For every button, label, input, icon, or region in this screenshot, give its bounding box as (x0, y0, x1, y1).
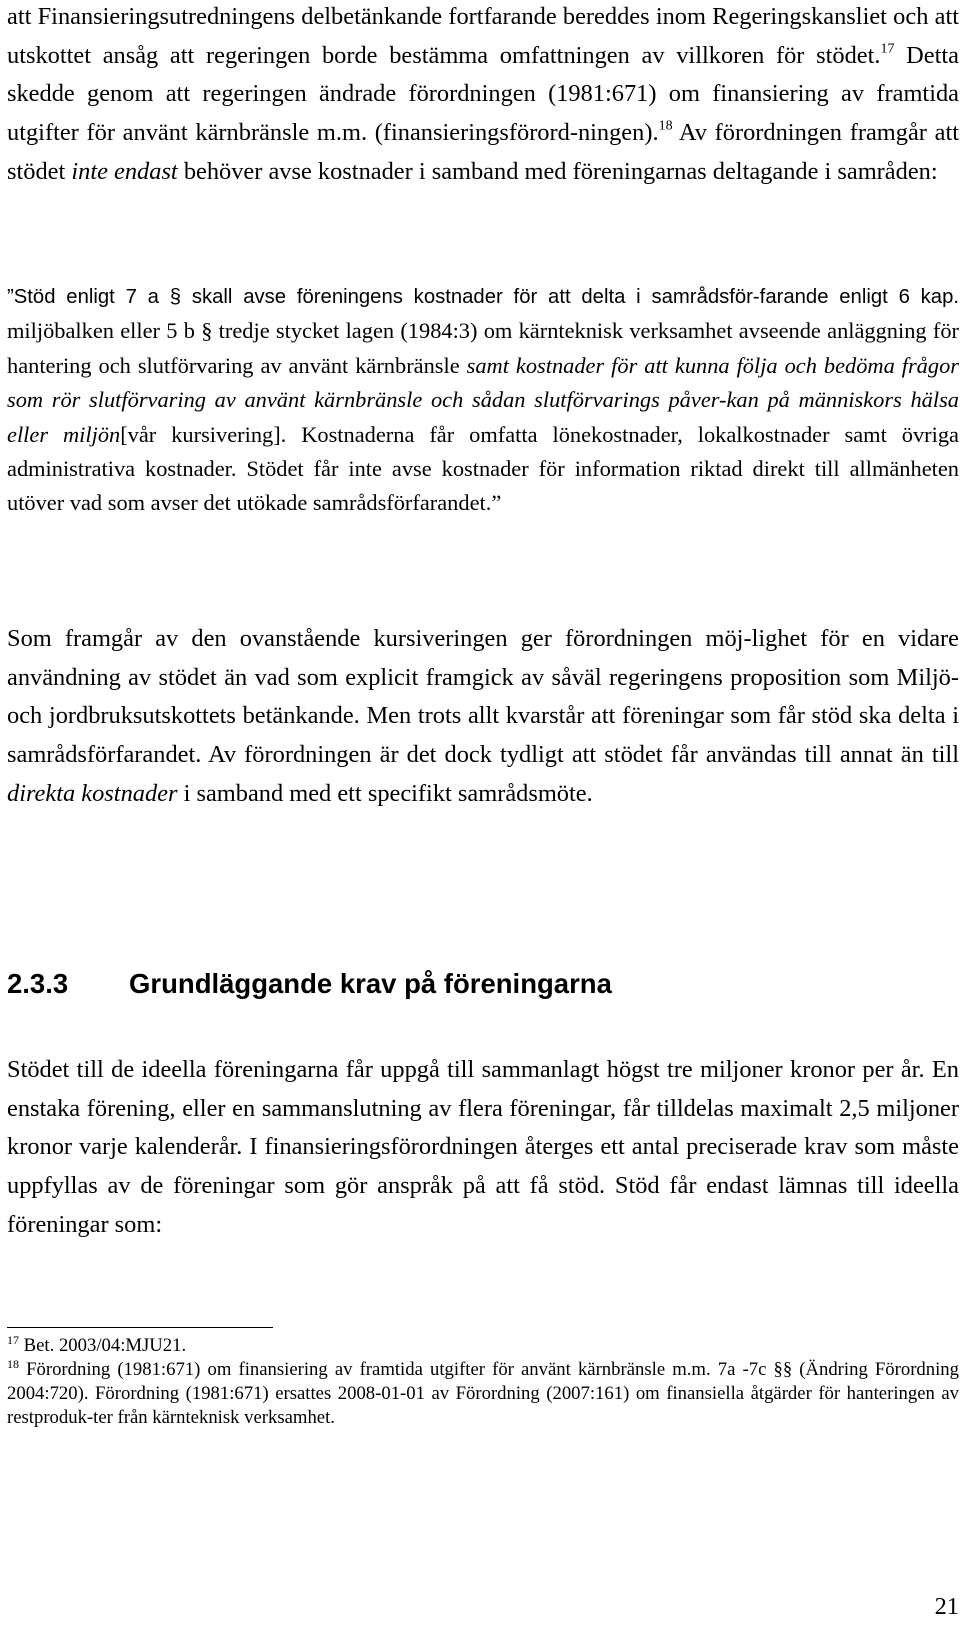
paragraph-intro-text-4: behöver avse kostnader i samband med föreningarnas deltagande i samråden: (177, 157, 938, 185)
quote-text-2: miljöbalken eller 5 b § tredje stycket lagen (1984:3) om kärnteknisk verksamhet avseende anläggning för hantering och slutförvaring av använt kärnbränsle (7, 318, 959, 378)
document-page (7, 0, 959, 1629)
paragraph-analysis-text-2: i samband med ett specifikt samrådsmöte. (177, 779, 593, 807)
footnote-text: Förordning (1981:671) om finansiering av framtida utgifter för använt kärnbränsle m.m. 7a -7c §§ (Ändring Förordning 2004:720). Förordning (1981:671) ersattes 2008-01-01 av Förordning (2007:161) om finansiella åtgärder för hanteringen av restproduk-ter från kärnteknisk verksamhet. (7, 1359, 959, 1428)
paragraph-analysis (7, 620, 959, 814)
quote-italic-emphasis: samt kostnader för att kunna följa och bedöma frågor som rör slutförvaring av använt kärnbränsle och sådan slutförvarings påver-kan på människors hälsa eller miljön (7, 352, 959, 447)
paragraph-analysis-text-1: Som framgår av den ovanstående kursiveringen ger förordningen möj-lighet för en vidare användning av stödet än vad som explicit framgick av såväl regeringens proposition som Miljö- och jordbruksutskottets betänkande. Men trots allt kvarstår att föreningar som får stöd ska delta i samrådsförfarandet. Av förordningen är det dock tydligt att stödet får användas till annat än till (7, 625, 959, 769)
page-number: 21 (934, 1593, 959, 1620)
footnote-mark: 17 (7, 1332, 19, 1347)
paragraph-intro-text-1: att Finansieringsutredningens delbetänkande fortfarande bereddes inom Regeringskansliet och att utskottet ansåg att regeringen borde bestämma omfattningen av villkoren för stödet. (7, 3, 959, 69)
footnote-mark: 18 (7, 1356, 19, 1371)
emphasis-inte-endast: inte endast (71, 157, 178, 185)
paragraph-intro-text-2: Detta skedde genom att regeringen ändrade förordningen (1981:671) om finansiering av framtida utgifter för använt kärnbränsle m.m. (finansieringsförord-ningen). (7, 41, 959, 147)
footnote-text: Bet. 2003/04:MJU21. (19, 1335, 187, 1356)
quote-text-3: [vår kursivering]. Kostnaderna får omfatta lönekostnader, lokalkostnader samt övriga administrativa kostnader. Stödet får inte avse kostnader för information riktad direkt till allmänheten utöver vad som avser det utökade samrådsförfarandet.” (7, 421, 959, 516)
footnote-separator (7, 1327, 273, 1328)
footnote-17 (7, 1334, 959, 1358)
footnote-18 (7, 1358, 959, 1430)
quote-text-1: ”Stöd enligt 7 a § skall avse föreningens kostnader för att delta i samrådsför-farande enligt 6 kap. (7, 286, 959, 308)
footnotes (7, 1334, 959, 1430)
block-quote (7, 280, 959, 521)
paragraph-intro (7, 0, 959, 192)
emphasis-direkta-kostnader: direkta kostnader (7, 779, 178, 807)
section-number: 2.3.3 (7, 968, 69, 999)
footnote-ref-18[interactable]: 18 (658, 118, 673, 134)
paragraph-requirements: Stödet till de ideella föreningarna får uppgå till sammanlagt högst tre miljoner kronor per år. En enstaka förening, eller en sammanslutning av flera föreningar, får tilldelas maximalt 2,5 miljoner kronor varje kalenderår. I finansieringsförordningen återges ett antal preciserade krav som måste uppfyllas av de föreningar som gör anspråk på att få stöd. Stöd får endast lämnas till ideella föreningar som: (7, 1056, 959, 1238)
footnote-ref-17[interactable]: 17 (880, 41, 895, 57)
section-title: Grundläggande krav på föreningarna (129, 968, 612, 999)
paragraph-intro-text-3: Av förordningen framgår att stödet (7, 119, 959, 185)
section-heading (7, 964, 959, 1004)
